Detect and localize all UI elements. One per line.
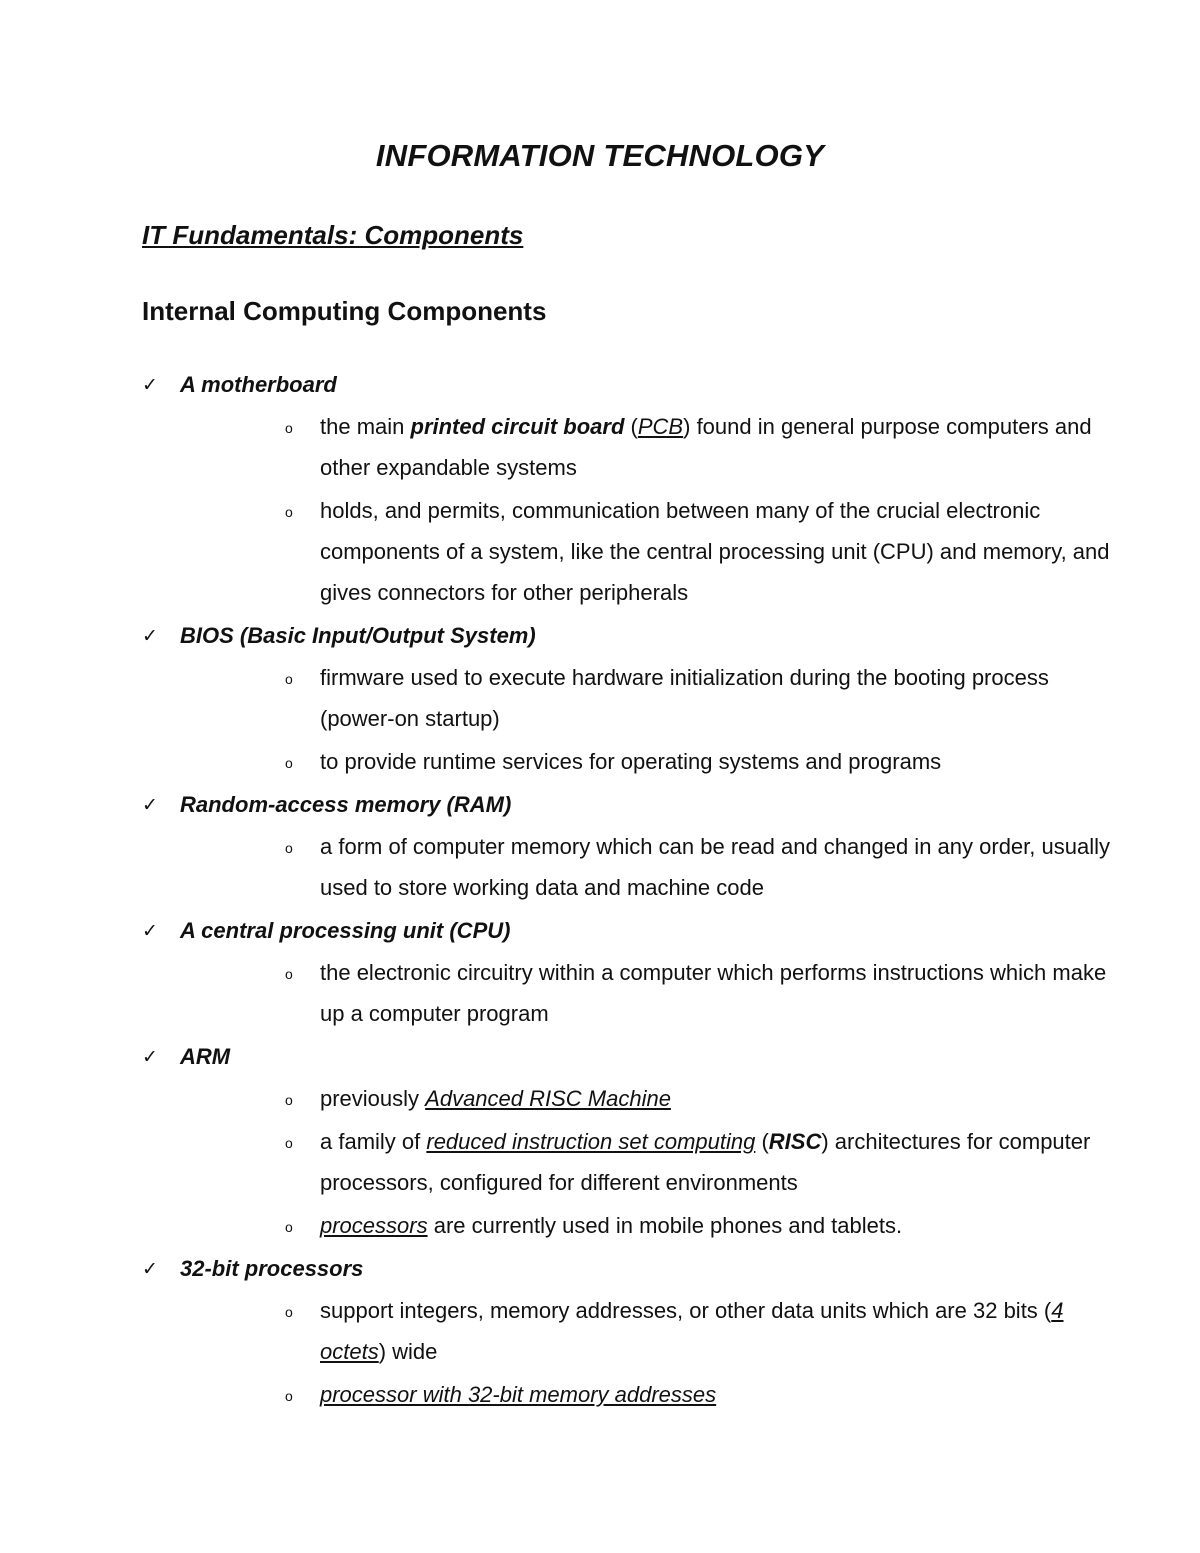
document-title: INFORMATION TECHNOLOGY xyxy=(375,138,825,173)
bullet-point: o previously Advanced RISC Machine xyxy=(180,1078,1110,1119)
list-item-ram xyxy=(142,784,1110,908)
term-link[interactable]: PCB xyxy=(637,414,684,439)
bullet-point: o the electronic circuitry within a computer which performs instructions which make up a computer program xyxy=(180,952,1110,1034)
bullet-point: o a family of reduced instruction set computing (RISC) architectures for computer processors, configured for different environments xyxy=(180,1121,1110,1203)
bullet-icon: o xyxy=(285,504,293,520)
check-mark-icon: ✓ xyxy=(142,374,158,396)
bullet-icon: o xyxy=(285,1219,293,1235)
check-mark-icon: ✓ xyxy=(142,920,158,942)
item-title: ARM xyxy=(180,1044,231,1069)
term-link[interactable]: 4 octets xyxy=(320,1298,1064,1364)
component-list xyxy=(142,364,1110,1417)
bullet-icon: o xyxy=(285,1304,293,1320)
bullet-point xyxy=(180,1374,1110,1415)
bullet-point: o to provide runtime services for operating systems and programs xyxy=(180,741,1110,782)
bold-term: printed circuit board xyxy=(410,414,625,439)
bullet-point: o holds, and permits, communication between many of the crucial electronic components of a system, like the central processing unit (CPU) and memory, and gives connectors for other peripherals xyxy=(180,490,1110,613)
bullet-point: o firmware used to execute hardware initialization during the booting process (power-on startup) xyxy=(180,657,1110,739)
list-item-motherboard xyxy=(142,364,1110,613)
bullet-icon: o xyxy=(285,1388,293,1404)
bullet-icon: o xyxy=(285,966,293,982)
bullet-icon: o xyxy=(285,671,293,687)
list-item-cpu xyxy=(142,910,1107,1034)
item-title: A central processing unit (CPU) xyxy=(180,918,511,943)
check-mark-icon: ✓ xyxy=(142,1046,158,1068)
item-title: Random-access memory (RAM) xyxy=(180,792,512,817)
term-link[interactable]: Advanced RISC Machine xyxy=(425,1086,671,1111)
bullet-point: o support integers, memory addresses, or other data units which are 32 bits (4 octets) wide xyxy=(180,1290,1110,1372)
bullet-point: o processors are currently used in mobile phones and tablets. xyxy=(180,1205,1110,1246)
list-item-bios xyxy=(142,615,1072,782)
list-item-arm xyxy=(142,1036,1091,1246)
item-title: BIOS (Basic Input/Output System) xyxy=(180,623,536,648)
list-item-32bit-processors xyxy=(142,1248,1072,1415)
check-mark-icon: ✓ xyxy=(142,625,158,647)
term-link[interactable]: reduced instruction set computing xyxy=(426,1129,756,1154)
check-mark-icon: ✓ xyxy=(142,794,158,816)
bullet-icon: o xyxy=(285,420,293,436)
item-title: A motherboard xyxy=(180,372,337,397)
item-title: 32-bit processors xyxy=(180,1256,364,1281)
bullet-icon: o xyxy=(285,1135,293,1151)
bullet-icon: o xyxy=(285,840,293,856)
term-link[interactable]: processor with 32-bit memory addresses xyxy=(320,1382,717,1407)
section-subtitle: IT Fundamentals: Components xyxy=(142,220,524,250)
term-link[interactable]: processors xyxy=(320,1213,428,1238)
bullet-icon: o xyxy=(285,755,293,771)
bullet-icon: o xyxy=(285,1092,293,1108)
section-heading: Internal Computing Components xyxy=(142,296,547,326)
bold-term: RISC xyxy=(768,1129,822,1154)
bullet-point: o the main printed circuit board (PCB) found in general purpose computers and other expandable systems xyxy=(180,406,1110,488)
check-mark-icon: ✓ xyxy=(142,1258,158,1280)
bullet-point: o a form of computer memory which can be read and changed in any order, usually used to store working data and machine code xyxy=(180,826,1110,908)
